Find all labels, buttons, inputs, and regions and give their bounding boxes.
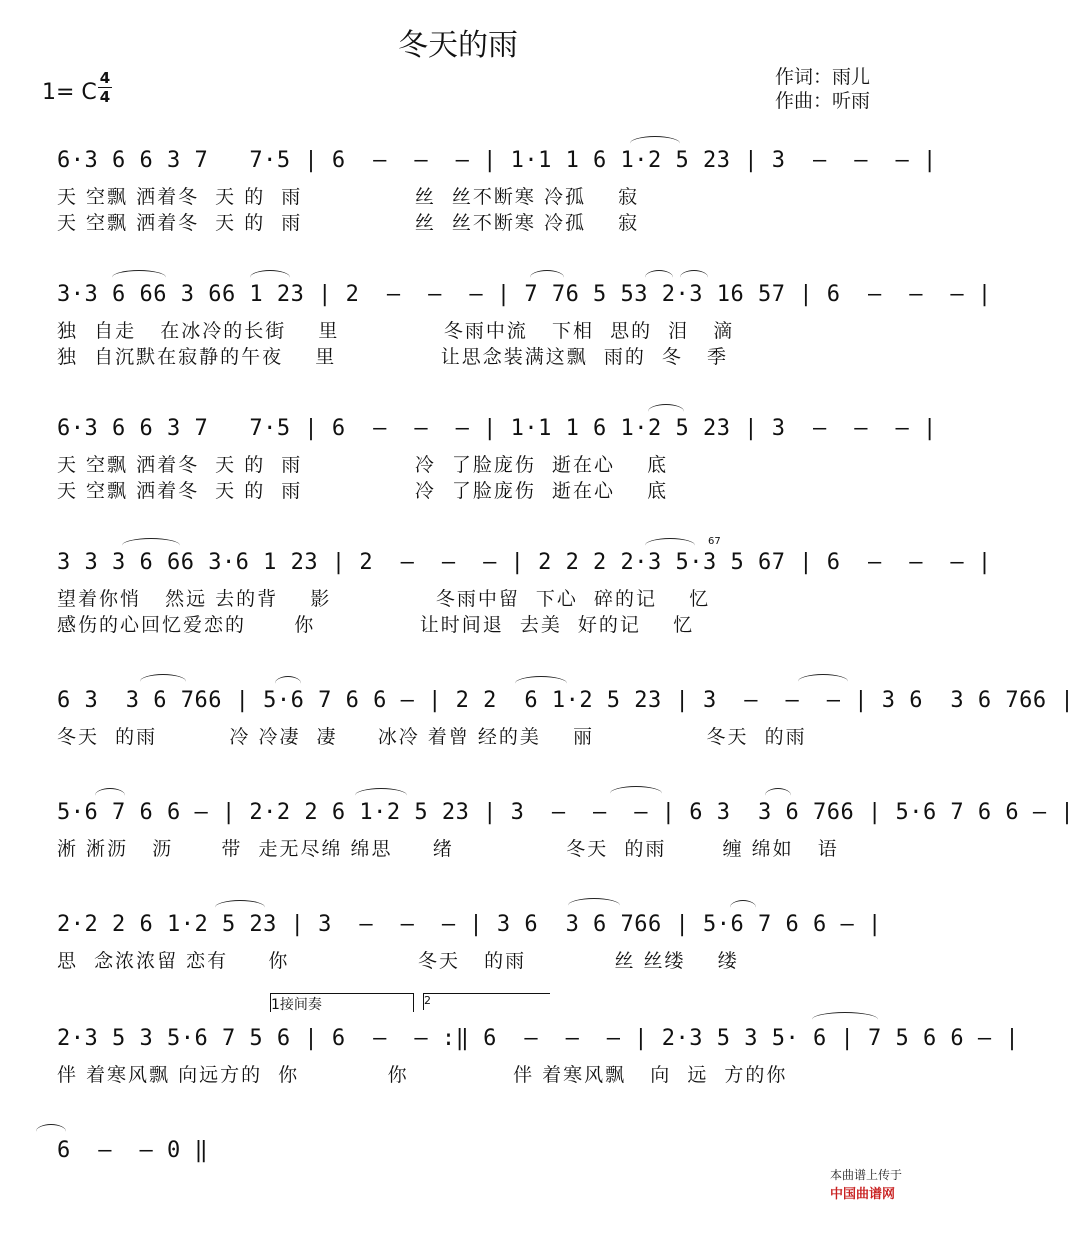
composer-credit: 作曲：听雨 (774, 90, 870, 112)
lyric-verse-2: 天 空飘 洒着冬 天 的 雨 冷 了脸庞伤 逝在心 底 (57, 480, 669, 502)
slur (610, 786, 662, 801)
lyric-verse-1: 望着你悄 然远 去的背 影 冬雨中留 下心 碎的记 忆 (57, 588, 711, 610)
staff-system-3 (0, 416, 937, 524)
site-footer (822, 1152, 902, 1202)
slur (95, 788, 125, 803)
slur (122, 538, 180, 553)
lyric-verse-1: 天 空飘 洒着冬 天 的 雨 丝 丝不断寒 冷孤 寂 (57, 186, 640, 208)
notation-line: 6 — — 0 ‖ (57, 1138, 209, 1163)
slur (648, 404, 684, 419)
slur (645, 538, 695, 553)
song-title: 冬天的雨 (398, 28, 518, 63)
slur (215, 900, 265, 915)
notation-line: 6·3 6 6 3 7 7·5 | 6 — — — | 1·1 1 6 1·2 5 23 | 3 — — — | (57, 416, 937, 441)
staff-system-8 (0, 1026, 1020, 1134)
time-signature-top: 4 (99, 69, 111, 87)
lyric-verse-1: 天 空飘 洒着冬 天 的 雨 冷 了脸庞伤 逝在心 底 (57, 454, 669, 476)
lyric-verse-2: 感伤的心回忆爱恋的 你 让时间退 去美 好的记 忆 (57, 614, 695, 636)
site-logo[interactable]: 中国曲谱网 (829, 1187, 895, 1202)
lyric-verse-1: 冬天 的雨 冷 冷凄 凄 冰冷 着曾 经的美 丽 冬天 的雨 (57, 726, 807, 748)
notation-line: 6·3 6 6 3 7 7·5 | 6 — — — | 1·1 1 6 1·2 5 23 | 3 — — — | (57, 148, 937, 173)
staff-system-6 (0, 800, 1074, 908)
slur (798, 674, 848, 689)
staff-system-4 (0, 536, 992, 658)
slur (515, 676, 567, 691)
time-signature-bottom: 4 (99, 88, 111, 106)
slur (630, 136, 680, 151)
slur (275, 676, 301, 691)
second-ending-bracket: 2 (423, 993, 550, 1010)
slur (112, 270, 166, 285)
staff-system-9 (0, 1138, 916, 1246)
slur (680, 270, 708, 285)
lyricist-credit: 作词：雨儿 (774, 66, 870, 88)
lyric-verse-2: 独 自沉默在寂静的午夜 里 让思念装满这飘 雨的 冬 季 (57, 346, 729, 368)
notation-line: 6 3 3 6 766 | 5·6 7 6 6 — | 2 2 6 1·2 5 23 | 3 — — — | 3 6 3 6 766 | (57, 688, 1074, 713)
upload-text: 本曲谱上传于 (829, 1168, 902, 1182)
lyric-verse-1: 淅 淅沥 沥 带 走无尽绵 绵思 绪 冬天 的雨 缠 绵如 语 (57, 838, 839, 860)
notation-line: 2·3 5 3 5·6 7 5 6 | 6 — — :‖ 6 — — — | 2·3 5 3 5· 6 | 7 5 6 6 — | (57, 1026, 1020, 1051)
first-ending-bracket: 1接间奏 (270, 993, 414, 1012)
lyric-verse-2: 天 空飘 洒着冬 天 的 雨 丝 丝不断寒 冷孤 寂 (57, 212, 640, 234)
slur (530, 270, 564, 285)
notation-line: 5·6 7 6 6 — | 2·2 2 6 1·2 5 23 | 3 — — — | 6 3 3 6 766 | 5·6 7 6 6 — | (57, 800, 1074, 825)
lyric-verse-1: 伴 着寒风飘 向远方的 你 你 伴 着寒风飘 向 远 方的你 (57, 1064, 788, 1086)
slur (730, 900, 756, 915)
slur (250, 270, 290, 285)
slur (645, 270, 673, 285)
notation-line: 3 3 3 6 66 3·6 1 23 | 2 — — — | 2 2 2 2·3 5·3 5 67 | 6 — — — | (57, 550, 992, 575)
grace-notes: 67 (708, 536, 721, 547)
slur (812, 1012, 878, 1027)
time-signature (98, 70, 112, 105)
slur (355, 788, 407, 803)
slur (140, 674, 186, 689)
staff-system-1 (0, 148, 937, 256)
slur (36, 1124, 66, 1139)
staff-system-2 (0, 282, 992, 390)
slur (568, 898, 620, 913)
notation-line: 3·3 6 66 3 66 1 23 | 2 — — — | 7 76 5 53 2·3 16 57 | 6 — — — | (57, 282, 992, 307)
lyric-verse-1: 思 念浓浓留 恋有 你 冬天 的雨 丝 丝缕 缕 (57, 950, 739, 972)
key-signature: 1= C (42, 80, 97, 105)
staff-system-5 (0, 688, 1074, 796)
notation-line: 2·2 2 6 1·2 5 23 | 3 — — — | 3 6 3 6 766 | 5·6 7 6 6 — | (57, 912, 882, 937)
lyric-verse-1: 独 自走 在冰冷的长街 里 冬雨中流 下相 思的 泪 滴 (57, 320, 735, 342)
slur (765, 788, 791, 803)
